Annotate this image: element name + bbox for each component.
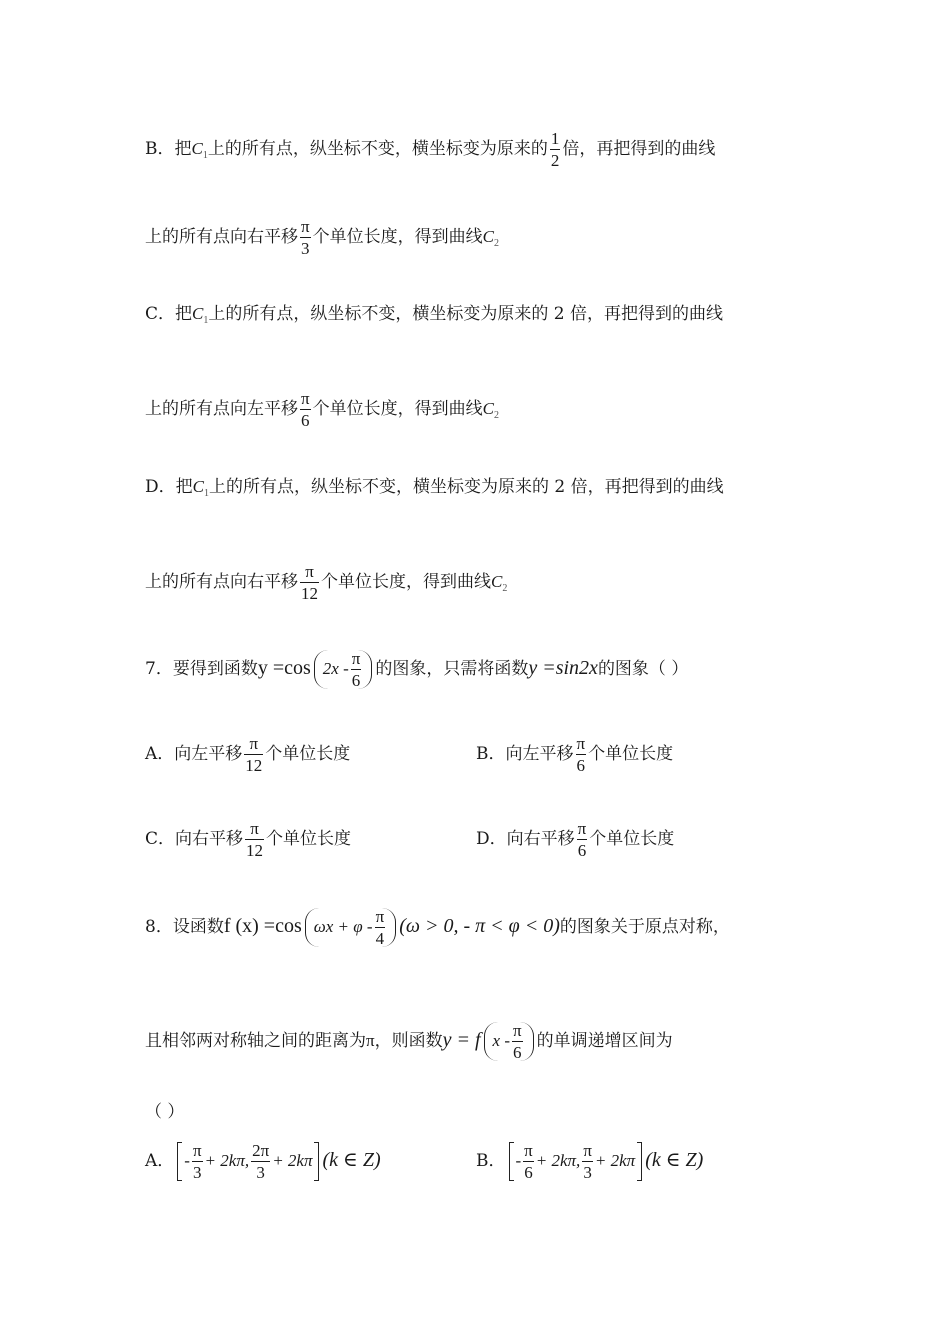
- q7-option-a: A．向左平移 $\frac{\pi}{12}$ 个单位长度: [145, 734, 351, 775]
- curve-c2: $C_2$: [491, 572, 508, 594]
- parameter-condition: (ω > 0, - π < φ < 0): [399, 915, 560, 937]
- curve-c2: $C_2$: [482, 399, 499, 421]
- option-d-line1: D．把$C_1$上的所有点，纵坐标不变，横坐标变为原来的 2 倍，再把得到的曲线: [145, 477, 724, 499]
- curve-c2: $C_2$: [482, 227, 499, 249]
- question-8-stem-line1: 8．设函数f (x) =cos ωx + φ - $\frac{\pi}{4}$ (ω > 0, - π < φ < 0)的图象关于原点对称，: [145, 907, 730, 948]
- function-expression: y =cos: [257, 657, 311, 679]
- option-d-line2: 上的所有点向右平移 $\frac{\pi}{12}$ 个单位长度，得到曲线$C_2$: [145, 562, 508, 603]
- question-8-stem-line2: 且相邻两对称轴之间的距离为π，则函数y = f x - $\frac{\pi}{6}$ 的单调递增区间为: [145, 1021, 673, 1062]
- question-7-stem: 7．要得到函数y =cos 2x - $\frac{\pi}{6}$ 的图象，只需将函数y =sin2x的图象（ ）: [145, 649, 689, 690]
- curve-c1: $C_1$: [191, 139, 208, 161]
- curve-c1: $C_1$: [192, 477, 209, 499]
- option-c-line1: C．把$C_1$上的所有点，纵坐标不变，横坐标变为原来的 2 倍，再把得到的曲线: [145, 304, 723, 326]
- option-b-line2: 上的所有点向右平移 $\frac{\pi}{3}$ 个单位长度，得到曲线$C_2$: [145, 217, 499, 258]
- q7-option-c: C．向右平移 $\frac{\pi}{12}$ 个单位长度: [145, 819, 352, 860]
- question-8-answer-blank: （ ）: [145, 1102, 185, 1122]
- fraction-shift: $\frac{\pi}{12}$: [301, 562, 318, 603]
- q7-option-b: B．向左平移 $\frac{\pi}{6}$ 个单位长度: [476, 734, 674, 775]
- interval: - $\frac{\pi}{6}$ + 2kπ, $\frac{\pi}{3}$ + 2kπ: [509, 1142, 643, 1181]
- fraction-shift: $\frac{\pi}{6}$: [301, 389, 310, 430]
- fraction-shift: $\frac{\pi}{3}$: [301, 217, 310, 258]
- curve-c1: $C_1$: [192, 304, 209, 326]
- q8-option-b: B． - $\frac{\pi}{6}$ + 2kπ, $\frac{\pi}{3}$ + 2kπ (k ∈ Z): [476, 1141, 704, 1182]
- function-argument: ωx + φ - $\frac{\pi}{4}$: [305, 908, 396, 947]
- option-c-line2: 上的所有点向左平移 $\frac{\pi}{6}$ 个单位长度，得到曲线$C_2$: [145, 389, 499, 430]
- function-argument: x - $\frac{\pi}{6}$: [484, 1022, 534, 1061]
- q7-option-d: D．向右平移 $\frac{\pi}{6}$ 个单位长度: [476, 819, 675, 860]
- interval: - $\frac{\pi}{3}$ + 2kπ, $\frac{2\pi}{3}$ + 2kπ: [177, 1142, 319, 1181]
- function-argument: 2x - $\frac{\pi}{6}$: [314, 650, 373, 689]
- q8-option-a: A． - $\frac{\pi}{3}$ + 2kπ, $\frac{2\pi}{3}$ + 2kπ (k ∈ Z): [145, 1141, 381, 1182]
- fraction-half: $\frac{1}{2}$: [550, 129, 560, 170]
- option-b-line1: B．把$C_1$上的所有点，纵坐标不变，横坐标变为原来的 $\frac{1}{2}$ 倍，再把得到的曲线: [145, 129, 716, 170]
- source-function: y =sin2x: [528, 657, 598, 679]
